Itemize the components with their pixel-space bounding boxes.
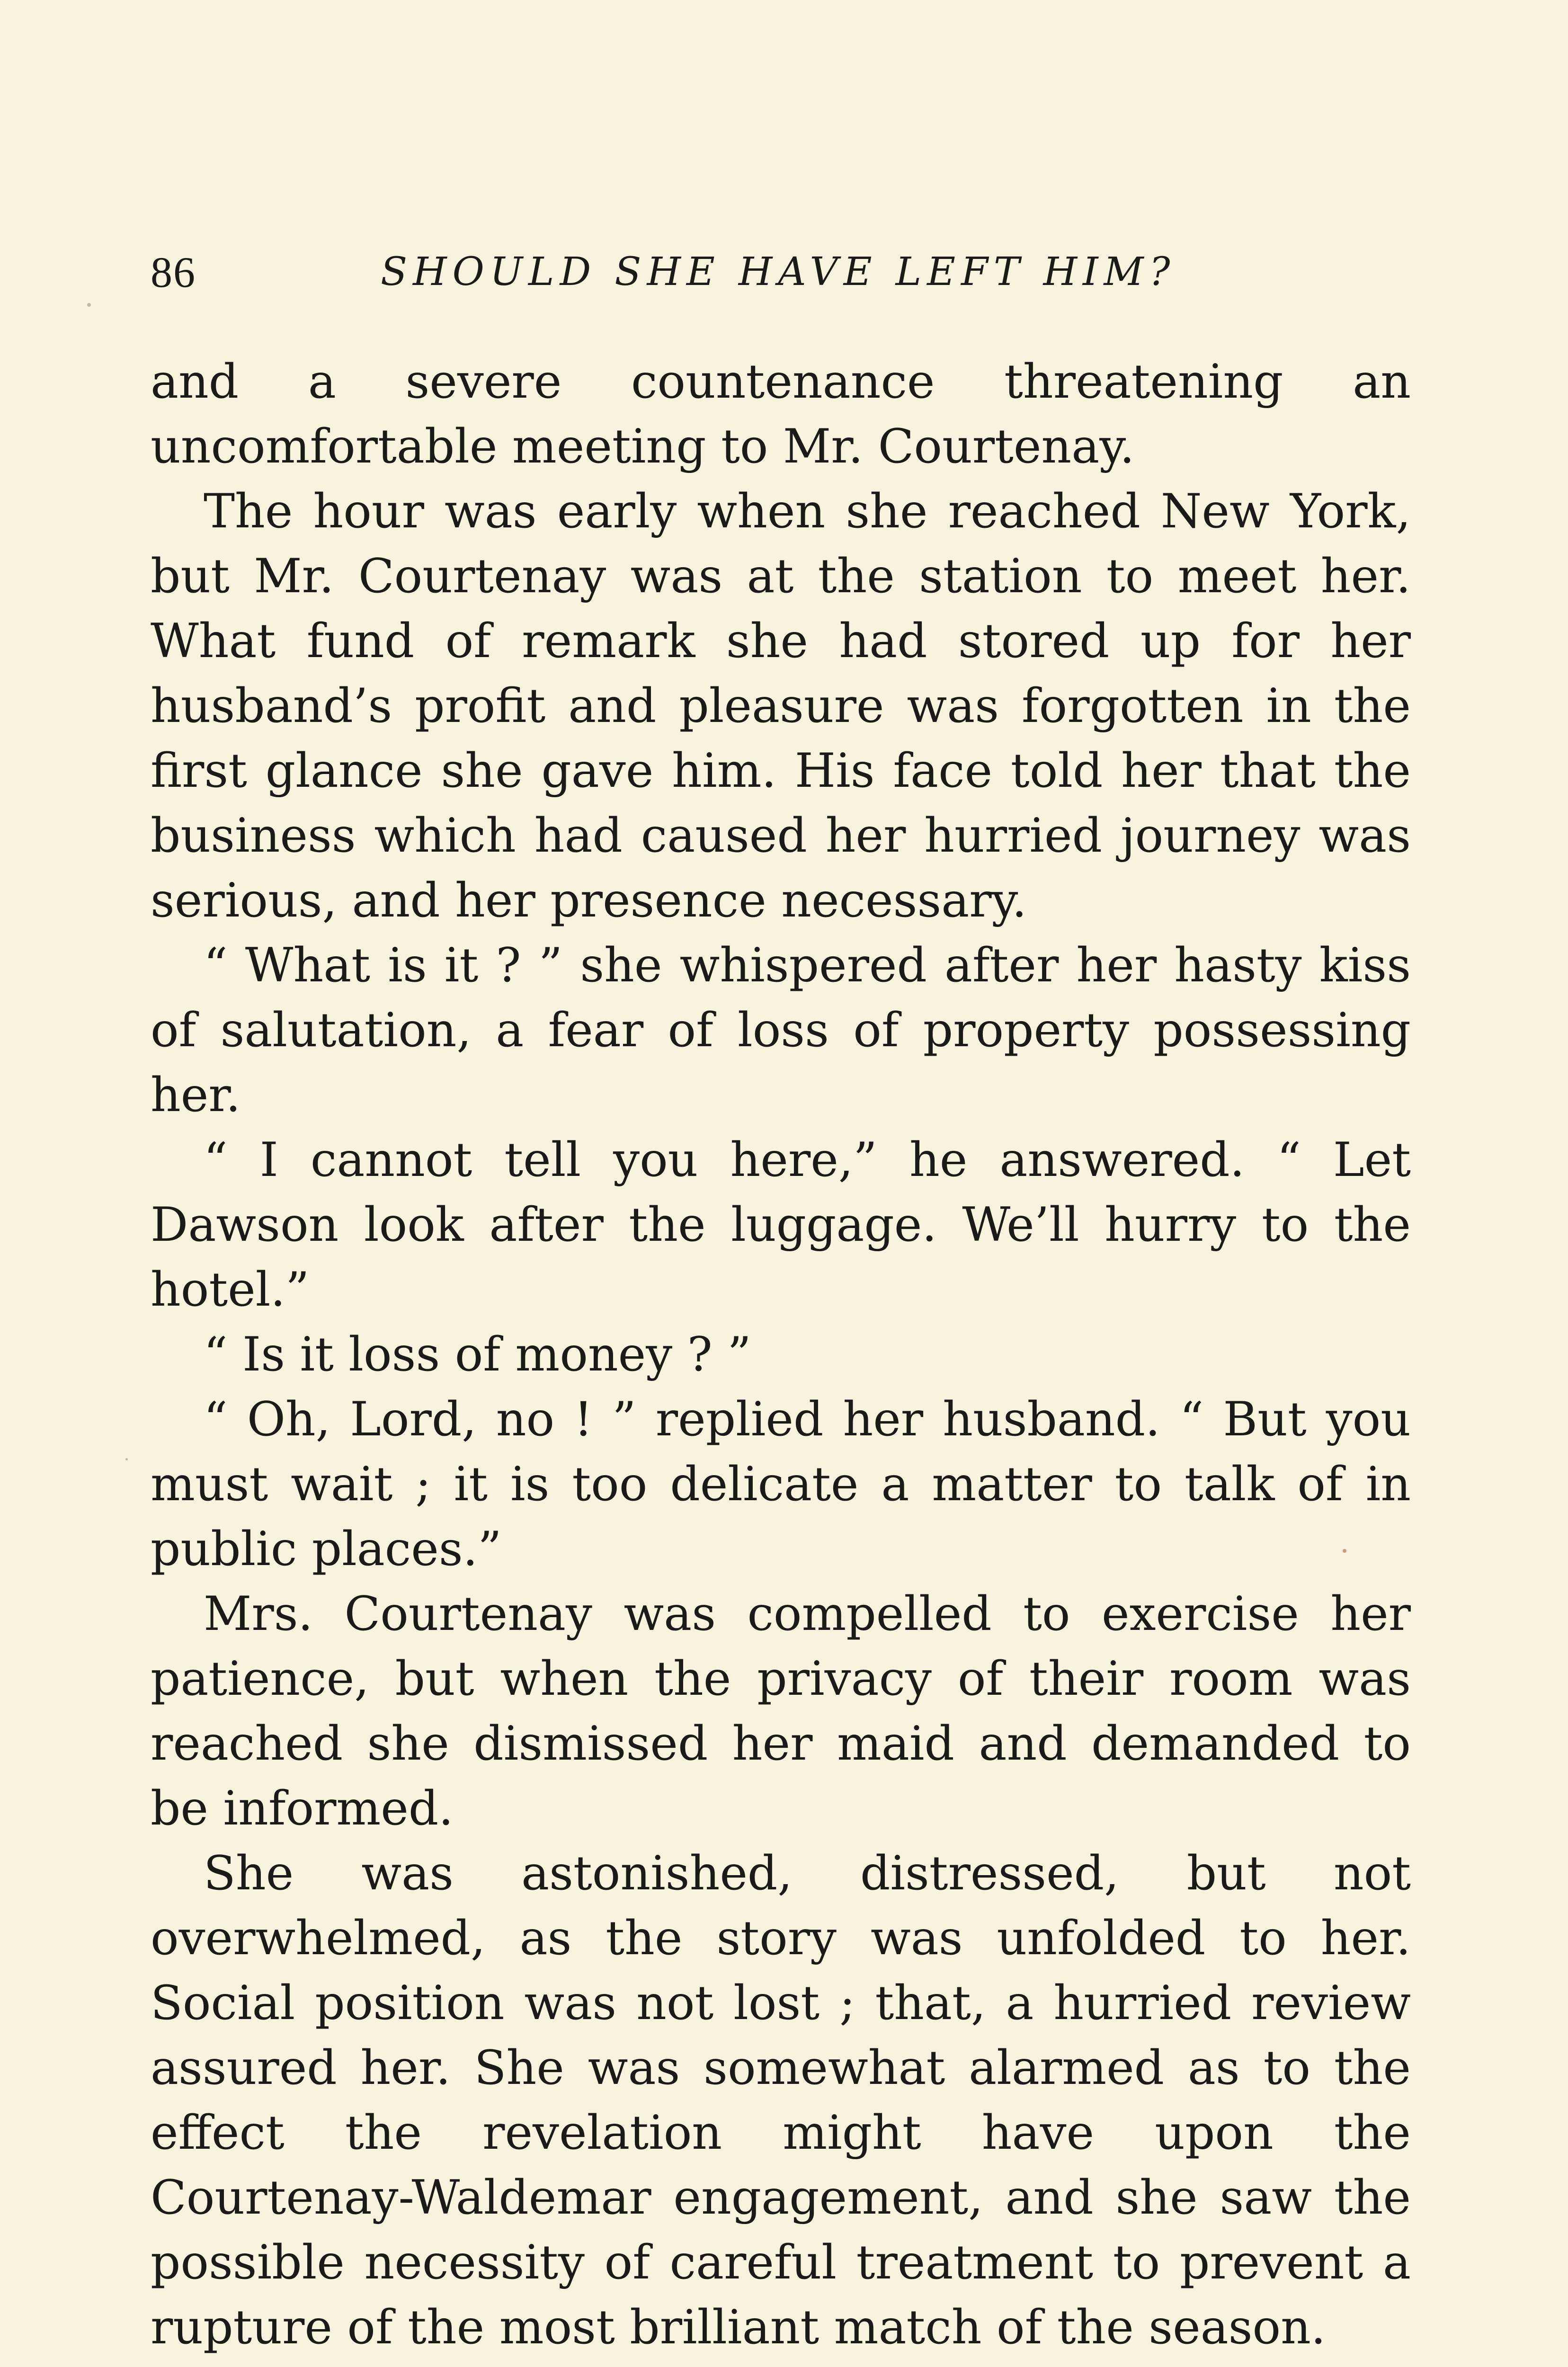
paper-speck: [125, 1458, 128, 1460]
body-text: [151, 349, 1411, 2360]
running-title: SHOULD SHE HAVE LEFT HIM?: [381, 249, 1176, 294]
page-number: 86: [151, 248, 196, 296]
paragraph-answer: “ I cannot tell you here,” he answered. “ Let Dawson look after the luggage. We’ll hurry to the hotel.”: [151, 1133, 1411, 1317]
paper-speck: [1343, 1549, 1346, 1553]
paper-speck: [87, 303, 91, 307]
paragraph-question: “ What is it ? ” she whispered after her hasty kiss of salutation, a fear of loss of property possessing her.: [151, 938, 1411, 1122]
paragraph-arrival: The hour was early when she reached New York, but Mr. Courtenay was at the station to meet her. What fund of remark she had stored up for her husband’s profit and pleasure was forgotten in the first glance she gave him. His face told her that the business which had caused her hurried journey was serious, and her presence necessary.: [151, 484, 1411, 928]
paragraph-money: “ Is it loss of money ? ”: [204, 1327, 751, 1382]
page-header: [151, 244, 1411, 301]
paragraph-reply: “ Oh, Lord, no ! ” replied her husband. “ But you must wait ; it is too delicate a matter to talk of in public places.”: [151, 1392, 1411, 1576]
paragraph-patience: Mrs. Courtenay was compelled to exercise her patience, but when the privacy of their room was reached she dismissed her maid and demanded to be informed.: [151, 1587, 1411, 1836]
paragraph-continued: and a severe countenance threatening an uncomfortable meeting to Mr. Courtenay.: [151, 355, 1411, 474]
paragraph-astonished: She was astonished, distressed, but not overwhelmed, as the story was unfolded to her. Social position was not lost ; that, a hurried review assured her. She was somewhat alarmed as to the effect the revelation might have upon the Courtenay-Waldemar engagement, and she saw the possible necessity of careful treatment to prevent a rupture of the most brilliant match of the season.: [151, 1846, 1411, 2355]
